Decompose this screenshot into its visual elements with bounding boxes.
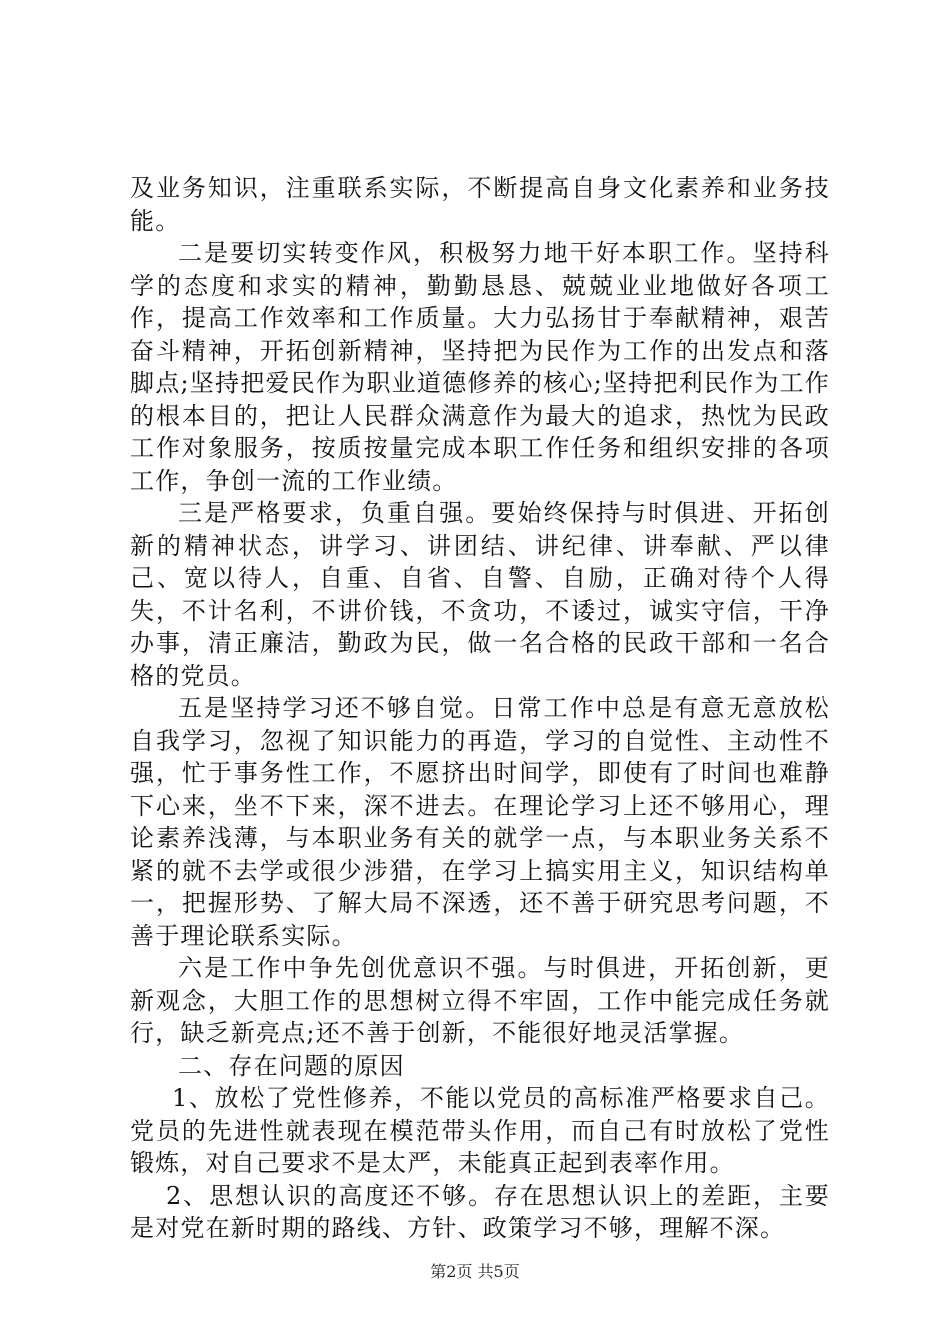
paragraph-point-five: 五是坚持学习还不够自觉。日常工作中总是有意无意放松自我学习，忽视了知识能力的再造，学习的自觉性、主动性不强，忙于事务性工作，不愿挤出时间学，即使有了时间也难静下心来，坐不下来，深不进去。在理论学习上还不够用心，理论素养浅薄，与本职业务有关的就学一点，与本职业务关系不紧的就不去学或很少涉猎，在学习上搞实用主义，知识结构单一，把握形势、了解大局不深透，还不善于研究思考问题，不善于理论联系实际。	[130, 694, 830, 950]
section-heading-causes: 二、存在问题的原因	[178, 1051, 405, 1080]
paragraph-cause-two: 2、思想认识的高度还不够。存在思想认识上的差距，主要是对党在新时期的路线、方针、政策学习不够，理解不深。	[130, 1181, 830, 1242]
paragraph-point-two: 二是要切实转变作风，积极努力地干好本职工作。坚持科学的态度和求实的精神，勤勤恳恳、兢兢业业地做好各项工作，提高工作效率和工作质量。大力弘扬甘于奉献精神，艰苦奋斗精神，开拓创新精神，坚持把为民作为工作的出发点和落脚点;坚持把爱民作为职业道德修养的核心;坚持把利民作为工作的根本目的，把让人民群众满意作为最大的追求，热忱为民政工作对象服务，按质按量完成本职工作任务和组织安排的各项工作，争创一流的工作业绩。	[130, 239, 830, 495]
document-body	[130, 172, 830, 1245]
paragraph-point-six: 六是工作中争先创优意识不强。与时俱进，开拓创新，更新观念，大胆工作的思想树立得不牢固，工作中能完成任务就行，缺乏新亮点;还不善于创新，不能很好地灵活掌握。	[130, 954, 830, 1047]
page-footer	[0, 1262, 950, 1282]
paragraph-point-three: 三是严格要求，负重自强。要始终保持与时俱进、开拓创新的精神状态，讲学习、讲团结、讲纪律、讲奉献、严以律己、宽以待人，自重、自省、自警、自励，正确对待个人得失，不计名利，不讲价钱，不贪功，不诿过，诚实守信，干净办事，清正廉洁，勤政为民，做一名合格的民政干部和一名合格的党员。	[130, 499, 830, 690]
paragraph-cause-one: 1、放松了党性修养，不能以党员的高标准严格要求自己。党员的先进性就表现在模范带头作用，而自己有时放松了党性锻炼，对自己要求不是太严，未能真正起到表率作用。	[130, 1084, 830, 1177]
page-number-label: 第2页 共5页	[430, 1262, 520, 1281]
paragraph-continuation: 及业务知识，注重联系实际，不断提高自身文化素养和业务技能。	[130, 174, 830, 235]
